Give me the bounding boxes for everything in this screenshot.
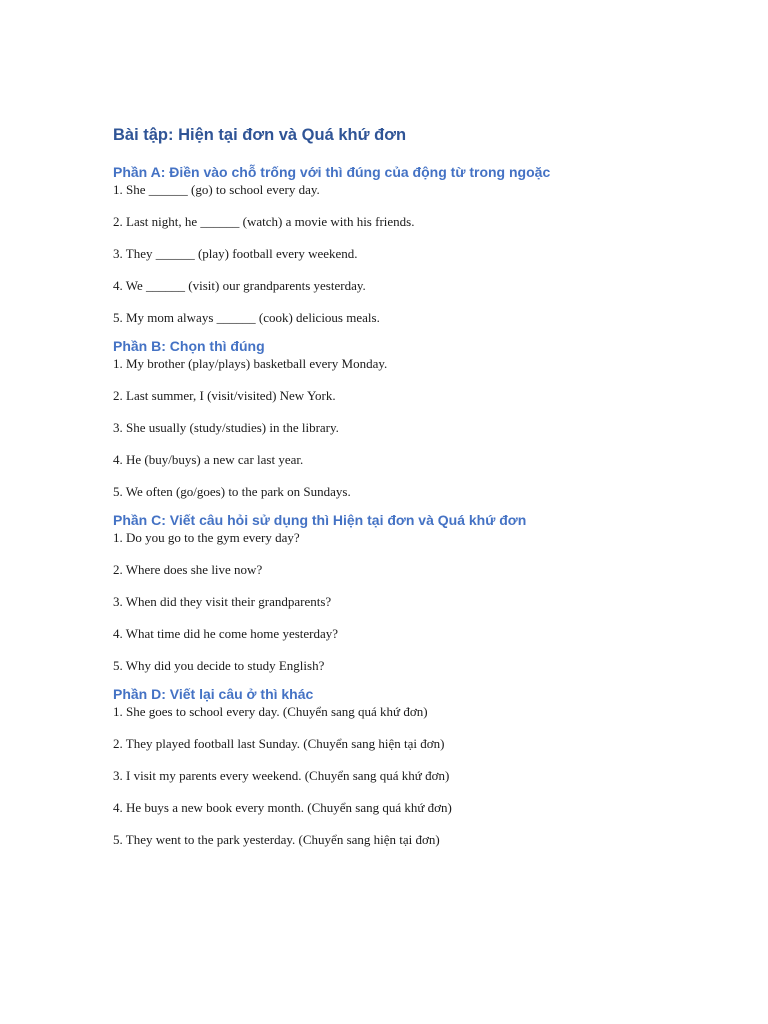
document-title: Bài tập: Hiện tại đơn và Quá khứ đơn	[113, 126, 407, 144]
exercise-item: 4. What time did he come home yesterday?	[113, 626, 339, 641]
exercise-item: 4. He buys a new book every month. (Chuyển sang quá khứ đơn)	[113, 800, 452, 815]
exercise-item: 3. They ______ (play) football every weekend.	[113, 246, 358, 261]
section-heading: Phần D: Viết lại câu ở thì khác	[113, 686, 314, 702]
exercise-item: 3. She usually (study/studies) in the library.	[113, 420, 339, 435]
exercise-item: 1. Do you go to the gym every day?	[113, 530, 300, 545]
exercise-item: 4. He (buy/buys) a new car last year.	[113, 452, 304, 467]
exercise-item: 5. Why did you decide to study English?	[113, 658, 325, 673]
exercise-item: 2. They played football last Sunday. (Chuyển sang hiện tại đơn)	[113, 736, 445, 751]
exercise-item: 2. Where does she live now?	[113, 562, 263, 577]
section-heading: Phần C: Viết câu hỏi sử dụng thì Hiện tại đơn và Quá khứ đơn	[113, 512, 527, 528]
exercise-item: 4. We ______ (visit) our grandparents yesterday.	[113, 278, 366, 293]
exercise-item: 1. My brother (play/plays) basketball every Monday.	[113, 356, 388, 371]
section-a	[113, 162, 713, 336]
exercise-item: 1. She ______ (go) to school every day.	[113, 182, 320, 197]
exercise-item: 3. I visit my parents every weekend. (Chuyển sang quá khứ đơn)	[113, 768, 450, 783]
section-heading: Phần B: Chọn thì đúng	[113, 338, 265, 354]
section-heading: Phần A: Điền vào chỗ trống với thì đúng của động từ trong ngoặc	[113, 164, 551, 180]
section-d	[113, 684, 713, 858]
section-c	[113, 510, 713, 684]
section-b	[113, 336, 713, 510]
exercise-item: 5. My mom always ______ (cook) delicious meals.	[113, 310, 380, 325]
exercise-item: 5. We often (go/goes) to the park on Sundays.	[113, 484, 351, 499]
exercise-item: 2. Last summer, I (visit/visited) New York.	[113, 388, 336, 403]
exercise-item: 2. Last night, he ______ (watch) a movie with his friends.	[113, 214, 415, 229]
exercise-item: 3. When did they visit their grandparents?	[113, 594, 332, 609]
exercise-item: 1. She goes to school every day. (Chuyển sang quá khứ đơn)	[113, 704, 428, 719]
document-content	[113, 124, 713, 858]
exercise-item: 5. They went to the park yesterday. (Chuyển sang hiện tại đơn)	[113, 832, 440, 847]
